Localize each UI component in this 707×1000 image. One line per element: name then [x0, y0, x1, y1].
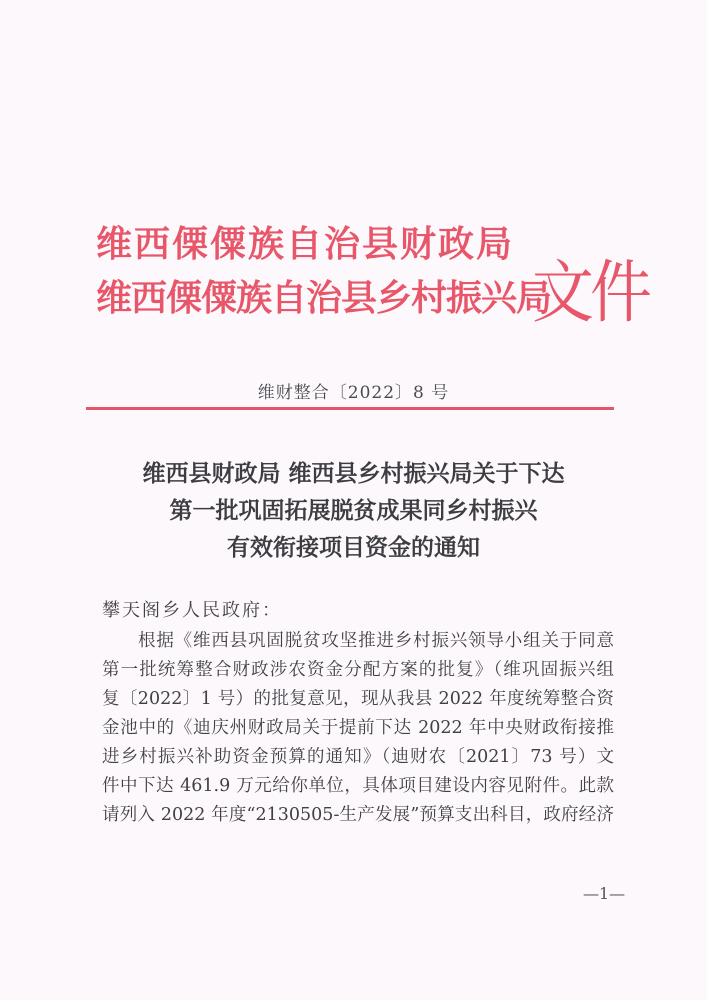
page-number: —1—: [583, 884, 626, 903]
title-line: 有效衔接项目资金的通知: [227, 534, 480, 561]
recipient: 攀天阁乡人民政府：: [102, 600, 282, 621]
body-line: 进乡村振兴补助资金预算的通知》（迪财农〔2021〕73 号）文: [102, 747, 614, 767]
issuer-finance-bureau: 维西傈僳族自治县财政局: [96, 223, 515, 265]
body-paragraph: [102, 627, 614, 830]
issuer-rural-revitalization-bureau: 维西傈僳族自治县乡村振兴局: [96, 277, 552, 319]
body-line: 件中下达 461.9 万元给你单位，具体项目建设内容见附件。此款: [102, 776, 614, 796]
document-title: [0, 455, 707, 566]
title-line: 第一批巩固拓展脱贫成果同乡村振兴: [169, 497, 538, 524]
body-line: 根据《维西县巩固脱贫攻坚推进乡村振兴领导小组关于同意: [138, 631, 614, 651]
body-line: 第一批统筹整合财政涉农资金分配方案的批复》（维巩固振兴组: [102, 660, 614, 680]
body-line: 复〔2022〕1 号）的批复意见，现从我县 2022 年度统筹整合资: [102, 689, 614, 709]
body-line: 请列入 2022 年度“2130505-生产发展”预算支出科目，政府经济: [102, 805, 614, 825]
title-line: 维西县财政局 维西县乡村振兴局关于下达: [142, 460, 565, 487]
red-divider-rule: [86, 407, 614, 410]
document-word: 文件: [532, 252, 649, 333]
body-line: 金池中的《迪庆州财政局关于提前下达 2022 年中央财政衔接推: [102, 718, 614, 738]
document-number: 维财整合〔2022〕8 号: [257, 383, 450, 403]
